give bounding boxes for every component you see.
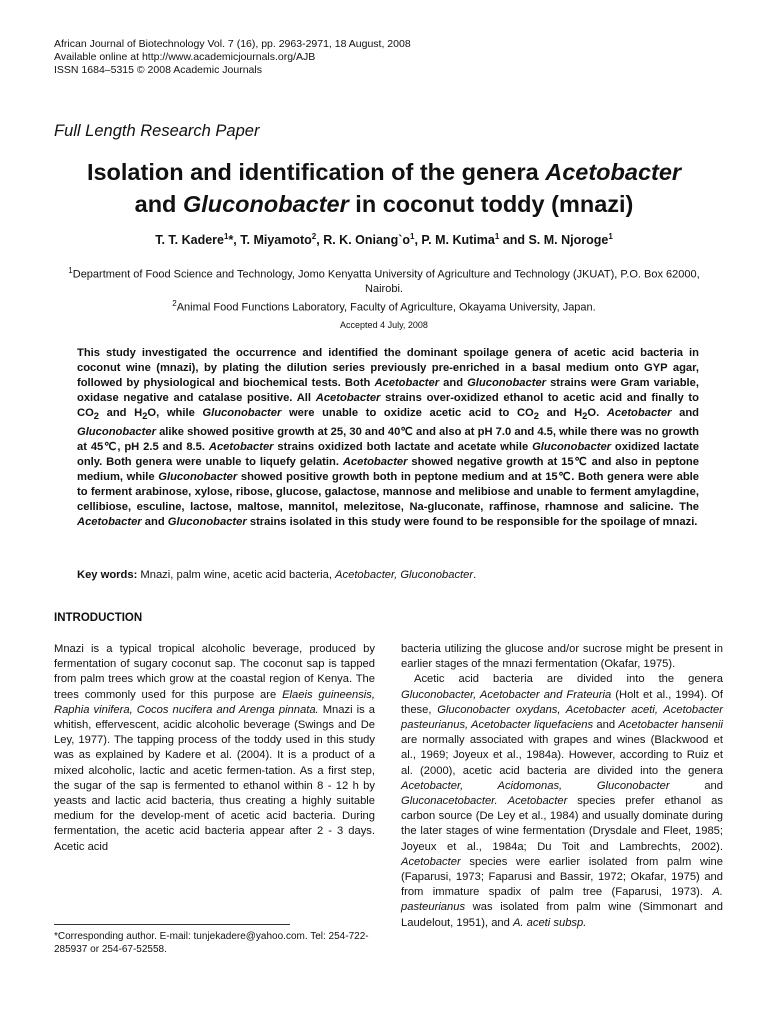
author-name: R. K. Oniang`o [323,233,411,248]
keywords-label: Key words: [77,569,138,581]
journal-availability: Available online at http://www.academicjournals.org/AJB [54,51,316,63]
body-column-right [401,642,723,931]
author-separator: , [316,233,324,248]
author-affil-mark: 2 [311,232,317,241]
author-name: T. Miyamoto [240,233,312,248]
title-text: Isolation and identification of the genera [86,159,546,185]
paper-title [40,156,728,220]
journal-citation: African Journal of Biotechnology Vol. 7 (16), pp. 2963-2971, 18 August, 2008 [54,38,411,50]
section-heading-introduction: INTRODUCTION [54,612,143,624]
journal-header [54,38,411,77]
author-separator: , [414,233,422,248]
footnote-divider [54,924,290,925]
author-name: T. T. Kadere [155,233,224,248]
author-affil-mark: 1 [223,232,229,241]
body-column-left [54,642,375,855]
corresponding-author-footnote: *Corresponding author. E-mail: tunjekadere@yahoo.com. Tel: 254-722-285937 or 254-67-52558. [54,931,369,955]
author-separator: and [499,233,529,248]
affiliations [50,264,718,315]
affil-number: 1 [68,266,73,275]
accepted-date: Accepted 4 July, 2008 [340,320,428,330]
affiliation: Department of Food Science and Technology, Jomo Kenyatta University of Agriculture and Technology (JKUAT), P.O. Box 62000, Nairobi. [72,268,700,296]
paragraph: bacteria utilizing the glucose and/or sucrose might be present in earlier stages of the mnazi fermentation (Okafar, 1975). [401,643,723,671]
abstract: This study investigated the occurrence and identified the dominant spoilage genera of acetic acid bacteria in coconut wine (mnazi), by plating the dilution series previously pre-enriched in a basal medium onto GYP agar, followed by physiological and biochemical tests. Both Acetobacter and Gluconobacter strains were Gram variable, oxidase negative and catalase positive. All Acetobacter strains over-oxidized ethanol to acetic acid and finally to $CO_2$ and $H_2O$, while Gluconobacter were unable to oxidize acetic acid to $CO_2$ and $H_2O$. Acetobacter and Gluconobacter alike showed positive growth at 25, 30 and 40℃ and also at pH 7.0 and 4.5, while there was no growth at 45℃, pH 2.5 and 8.5. Acetobacter strains oxidized both lactate and acetate while Gluconobacter oxidized lactate only. Both genera were unable to liquefy gelatin. Acetobacter showed negative growth at 15℃ and also in peptone medium, while Gluconobacter showed positive growth both in peptone medium and at 15℃. Both genera were able to ferment arabinose, xylose, ribose, glucose, galactose, mannose and melibiose and unable to ferment amylagdine, cellibiose, esculine, lactose, maltose, mannitol, melezitose, Na-gluconate, raffinose, rhamnose and salicine. The Acetobacter and Gluconobacter strains isolated in this study were found to be responsible for the spoilage of mnazi. [77,347,699,529]
author-affil-mark: 1 [494,232,500,241]
paper-type: Full Length Research Paper [54,122,260,140]
paragraph: Acetic acid bacteria are divided into the genera Gluconobacter, Acetobacter and Frateuria (Holt et al., 1994). Of these, Gluconobacter oxydans, Acetobacter aceti, Acetobacter pasteurianus, Acetobacter liquefaciens and Acetobacter hansenii are normally associated with grapes and wines (Blackwood et al., 1969; Joyeux et al., 1984a). However, according to Ruiz et al. (2000), acetic acid bacteria are divided into the genera Acetobacter, Acidomonas, Gluconobacter and Gluconacetobacter. Acetobacter species prefer ethanol as carbon source (De Ley et al., 1984) and usually dominate during the later stages of wine fermentation (Drysdale and Fleet, 1985; Joyeux et al., 1984a; Du Toit and Lambrechts, 2002). Acetobacter species were earlier isolated from palm wine (Faparusi, 1973; Faparusi and Bassir, 1972; Okafar, 1975) and from immature spadix of palm tree (Faparusi, 1973). A. pasteurianus was isolated from palm wine (Simmonart and Laudelout, 1951), and A. aceti subsp. [401,673,723,929]
title-genus: Acetobacter [545,159,682,185]
author-affil-mark: 1 [410,232,415,241]
author-affil-mark: 1 [608,232,613,241]
title-genus: Gluconobacter [182,191,349,217]
paragraph: Mnazi is a typical tropical alcoholic beverage, produced by fermentation of sugary coconut sap. The coconut sap is tapped from palm trees which grow at the coastal region of Kenya. The trees commonly used for this purpose are Elaeis guineensis, Raphia vinifera, Cocos nucifera and Arenga pinnata. Mnazi is a whitish, effervescent, acidic alcoholic beverage (Swings and De Ley, 1977). The tapping process of the toddy used in this study was as explained by Kadere et al. (2004). It is a product of a mixed alcoholic, lactic and acetic fermen-tation. As a first step, the sugar of the sap is fermented to ethanol within 8 - 12 h by yeasts and lactic acid bacteria, thus creating a highly suitable medium for the develop-ment of acetic acid bacteria. During fermentation, the acetic acid bacteria appear after 2 - 3 days. Acetic acid [54,643,375,853]
author-name: S. M. Njoroge [528,233,609,248]
author-separator: *, [228,233,241,248]
title-text: in coconut toddy (mnazi) [348,191,634,217]
author-name: P. M. Kutima [421,233,495,248]
affil-number: 2 [172,298,177,308]
author-list [40,232,728,247]
keywords: Key words: Mnazi, palm wine, acetic acid bacteria, Acetobacter, Gluconobacter. [77,569,477,581]
title-text: and [134,191,183,217]
affiliation: Animal Food Functions Laboratory, Faculty of Agriculture, Okayama University, Japan. [176,301,596,314]
journal-issn: ISSN 1684–5315 © 2008 Academic Journals [54,64,262,76]
